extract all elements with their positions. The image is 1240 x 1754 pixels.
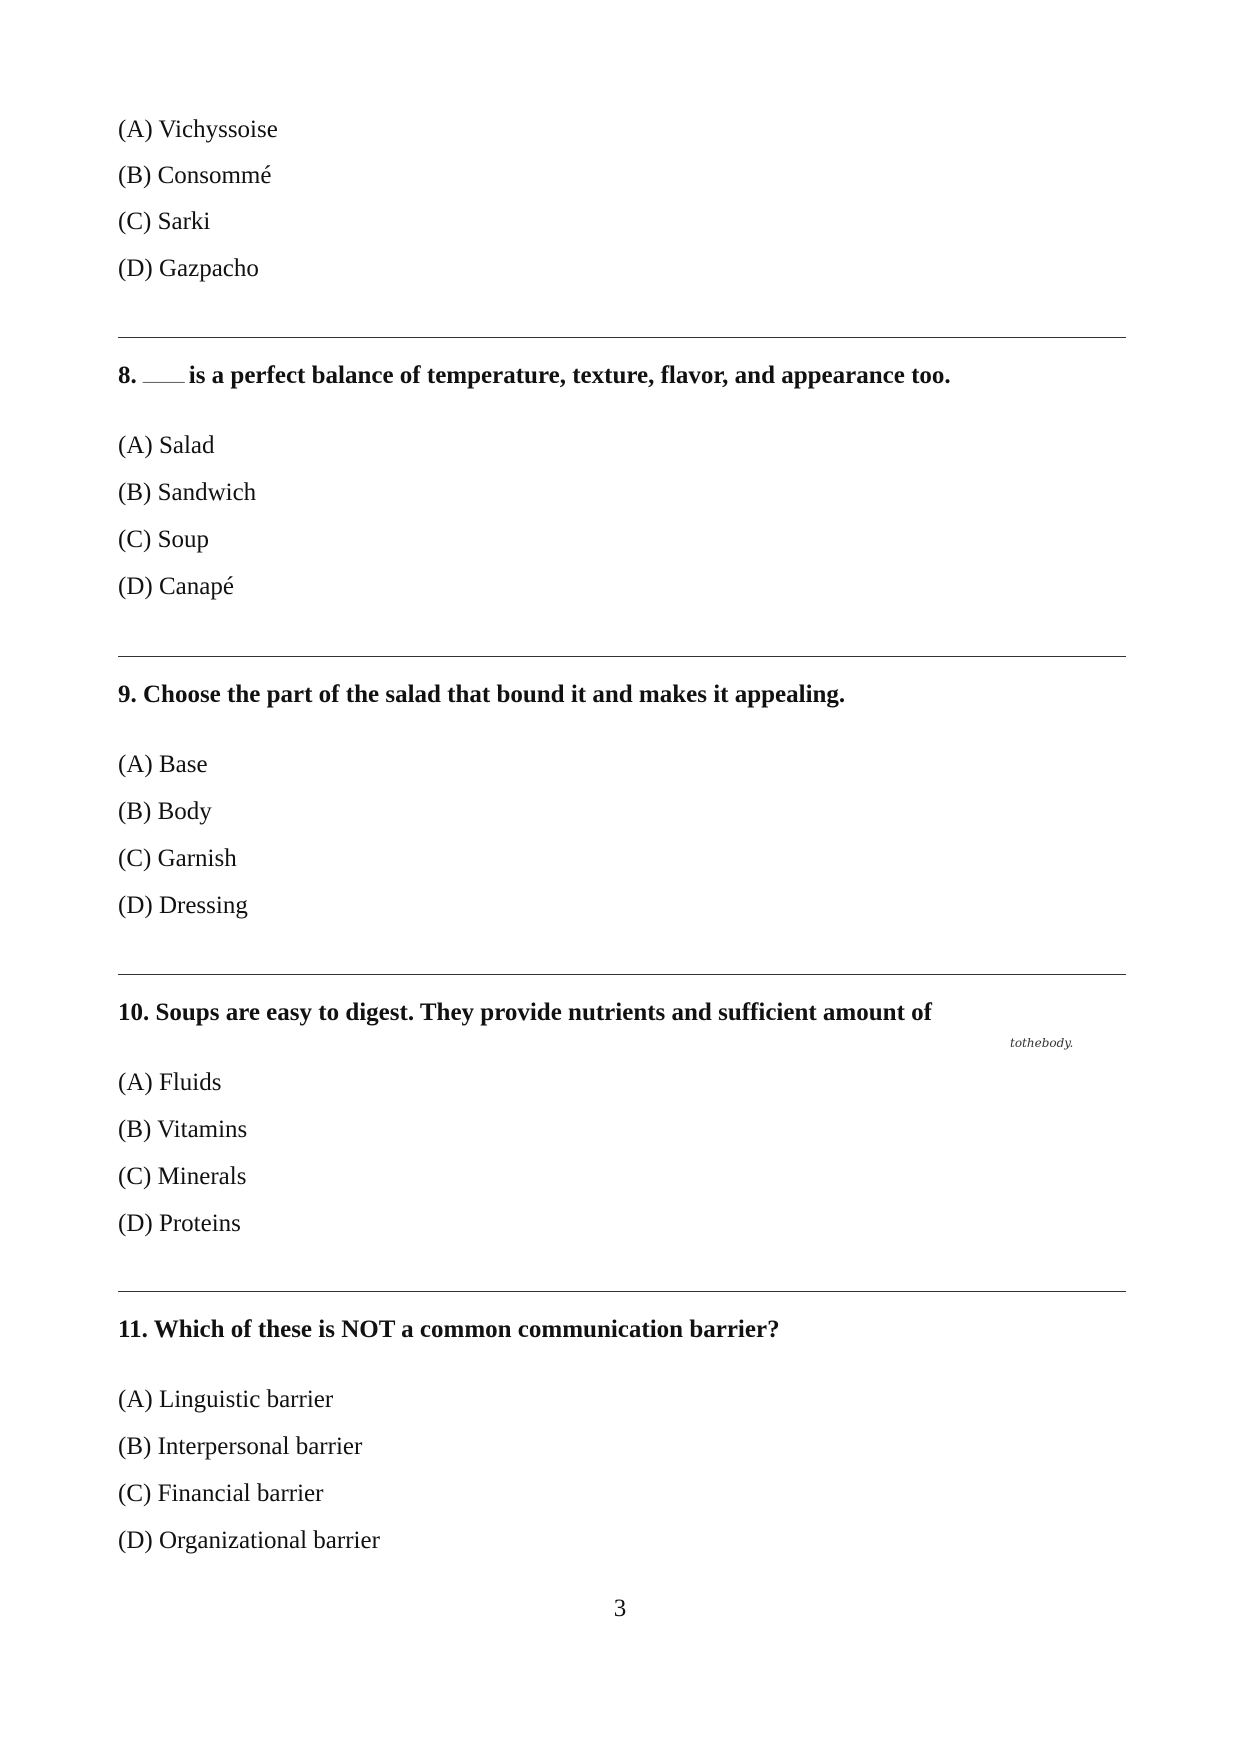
question-divider <box>118 974 1126 975</box>
prev-question-option-b: (B) Consommé <box>118 162 272 189</box>
question-11-option-d: (D) Organizational barrier <box>118 1527 380 1554</box>
question-9-option-a: (A) Base <box>118 751 208 778</box>
question-11-option-b: (B) Interpersonal barrier <box>118 1433 363 1460</box>
question-10-option-a: (A) Fluids <box>118 1069 222 1096</box>
question-8-blank: ______ <box>142 370 185 385</box>
question-11 <box>118 1315 780 1345</box>
question-divider <box>118 1291 1126 1292</box>
question-11-option-c: (C) Financial barrier <box>118 1480 324 1507</box>
question-10-number: 10. <box>118 999 150 1026</box>
question-10-option-b: (B) Vitamins <box>118 1116 248 1143</box>
question-11-option-a: (A) Linguistic barrier <box>118 1386 334 1413</box>
question-10-trailing-artifact: tothebody. <box>1010 1036 1074 1050</box>
question-9-option-d: (D) Dressing <box>118 892 248 919</box>
question-divider <box>118 656 1126 657</box>
question-9-option-b: (B) Body <box>118 798 212 825</box>
question-9 <box>118 680 845 710</box>
question-8-text: is a perfect balance of temperature, texture, flavor, and appearance too. <box>188 362 951 389</box>
question-10-option-d: (D) Proteins <box>118 1210 241 1237</box>
question-9-option-c: (C) Garnish <box>118 845 237 872</box>
question-11-text: Which of these is NOT a common communication barrier? <box>153 1316 780 1343</box>
question-9-number: 9. <box>118 681 137 708</box>
question-9-text: Choose the part of the salad that bound it and makes it appealing. <box>143 681 846 708</box>
question-8-number: 8. <box>118 362 137 389</box>
question-8-option-a: (A) Salad <box>118 432 215 459</box>
question-11-number: 11. <box>118 1316 148 1343</box>
question-8-option-d: (D) Canapé <box>118 573 234 600</box>
question-10 <box>118 998 932 1028</box>
page-number: 3 <box>613 1595 627 1622</box>
question-10-text: Soups are easy to digest. They provide nutrients and sufficient amount of <box>155 999 932 1026</box>
question-8 <box>118 361 951 393</box>
prev-question-option-a: (A) Vichyssoise <box>118 116 278 143</box>
prev-question-option-d: (D) Gazpacho <box>118 255 259 282</box>
question-divider <box>118 337 1126 338</box>
prev-question-option-c: (C) Sarki <box>118 208 211 235</box>
question-8-option-b: (B) Sandwich <box>118 479 257 506</box>
question-8-option-c: (C) Soup <box>118 526 209 553</box>
question-10-option-c: (C) Minerals <box>118 1163 247 1190</box>
